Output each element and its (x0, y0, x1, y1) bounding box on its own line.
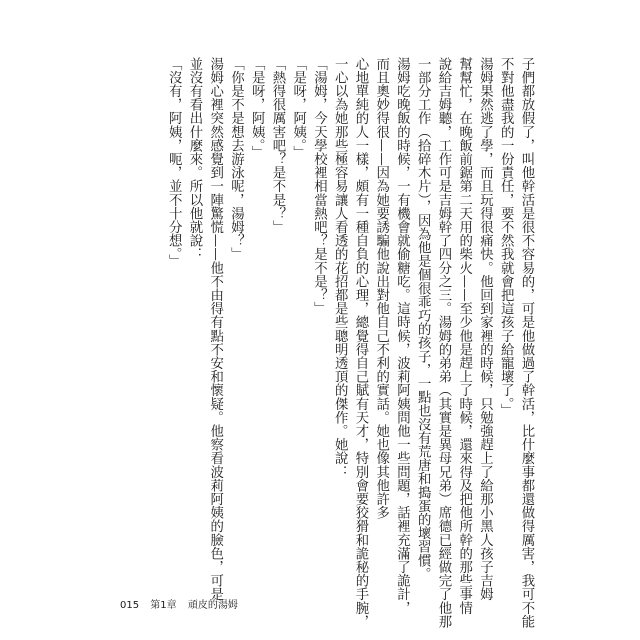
text-column: 一部分工作（拾碎木片），因為他是個很乖巧的孩子，一點也沒有荒唐和搗蛋的壞習慣。 (415, 57, 431, 581)
text-column: 湯姆心裡突然感覺到一陣驚慌——他不由得有點不安和懷疑。他察看波莉阿姨的臉色，可是 (207, 57, 223, 601)
text-column: 「是呀，阿姨。」 (249, 57, 265, 160)
text-column: 說給吉姆聽，工作可是吉姆幹了四分之三。湯姆的弟弟（其實是異母兄弟）席德已經做完了他那 (436, 57, 451, 629)
text-column: 心地單純的人一樣，頗有一種自負的心理，總覺得自己賦有天才，特別會要狡猾和詭秘的手腕， (353, 57, 368, 629)
text-column: 幫幫忙，在晚飯前鋸第二天用的柴火——至少他是趕上了時候，還來得及把他所幹的那些事情 (456, 57, 472, 615)
chapter-label: 第1章 (150, 600, 177, 611)
text-column: 一心以為她那些極容易讓人看透的花招都是些聰明透頂的傑作。她說： (332, 57, 348, 479)
text-column: 「熱得很厲害吧？是不是？」 (270, 57, 285, 234)
text-column: 而且奧妙得很——因為她要誘騙他說出對他自己不利的實話。她也像其他許多 (373, 57, 389, 520)
text-column: 不對他盡我的一份責任，要不然我就會把這孩子給寵壞了。」 (498, 57, 514, 418)
page-number: 015 (120, 600, 140, 611)
text-column: 「你是不是想去游泳呢，湯姆？」 (228, 57, 244, 261)
text-column: 子們都放假了，叫他幹活是很不容易的，可是他做過了幹活，比什麼事都還做得厲害，我可不能 (519, 57, 534, 629)
text-column: 「湯姆，今天學校裡相當熱吧？是不是？」 (311, 57, 327, 316)
text-column: 「是呀，阿姨。」 (290, 57, 306, 160)
page-footer (120, 596, 246, 611)
text-column: 湯姆果然逃了學，而且玩得很痛快。他回到家裡的時候，只勉強趕上了給那小黑人孩子吉姆 (477, 57, 493, 601)
text-column: 並沒有看出什麼來。所以他就說： (187, 57, 202, 261)
text-column: 湯姆吃晚飯的時候，一有機會就偷糖吃。這時候，波莉阿姨問他一些問題，話裡充滿了詭計， (394, 57, 410, 615)
chapter-title: 頑皮的湯姆 (187, 600, 238, 611)
text-column: 「沒有，阿姨，呃，並不十分想。」 (166, 57, 182, 268)
